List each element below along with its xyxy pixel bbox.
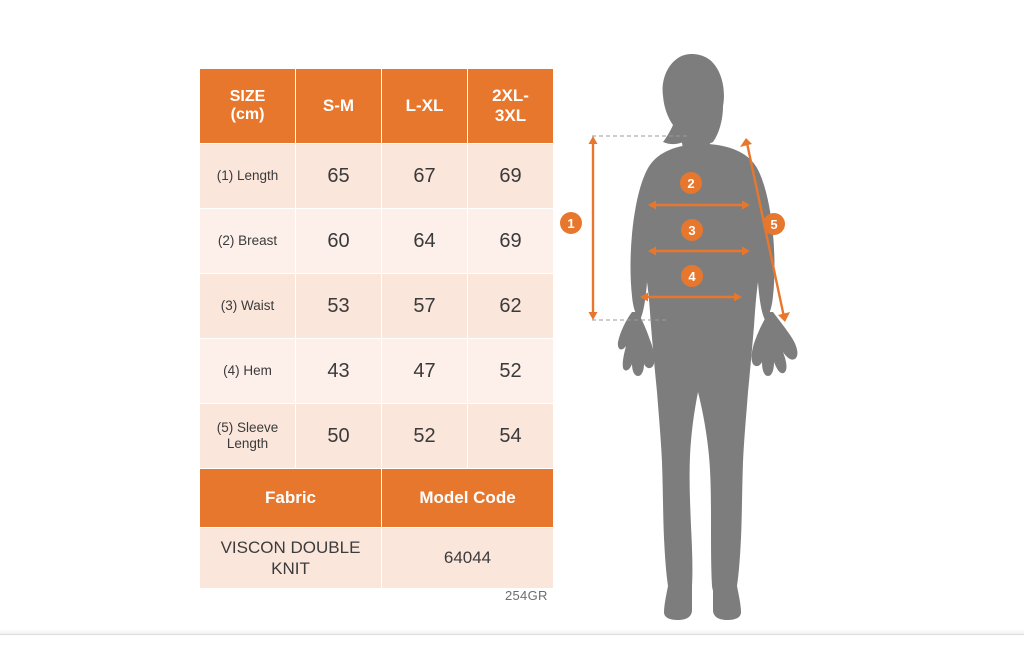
header-col-lxl: L-XL (382, 69, 468, 144)
silhouette-icon (618, 54, 798, 620)
table-header-row (200, 69, 554, 144)
cell-breast-2xl3xl: 69 (468, 209, 554, 274)
table-row (200, 339, 554, 404)
cell-waist-lxl: 57 (382, 274, 468, 339)
cell-sleeve-lxl: 52 (382, 404, 468, 469)
cell-hem-2xl3xl: 52 (468, 339, 554, 404)
cell-hem-sm: 43 (296, 339, 382, 404)
cell-breast-sm: 60 (296, 209, 382, 274)
table-row (200, 274, 554, 339)
table-row (200, 144, 554, 209)
header-col4-line1: 2XL- (492, 86, 529, 106)
row-label-sleeve-length: (5) Sleeve Length (200, 404, 296, 469)
row-label-hem: (4) Hem (200, 339, 296, 404)
row-label-breast: (2) Breast (200, 209, 296, 274)
cell-waist-sm: 53 (296, 274, 382, 339)
marker-badge-3: 3 (681, 219, 703, 241)
cell-length-lxl: 67 (382, 144, 468, 209)
cell-sleeve-2xl3xl: 54 (468, 404, 554, 469)
cell-hem-lxl: 47 (382, 339, 468, 404)
header-size (200, 69, 296, 144)
header-col-2xl3xl (468, 69, 554, 144)
footer-label-model-code: Model Code (382, 469, 554, 528)
row-label-length: (1) Length (200, 144, 296, 209)
mannequin-figure (560, 20, 860, 620)
header-col-sm: S-M (296, 69, 382, 144)
weight-note: 254GR (505, 588, 548, 603)
bottom-strip (0, 634, 1024, 657)
marker-badge-5: 5 (763, 213, 785, 235)
header-size-line2: (cm) (230, 106, 265, 123)
table-footer-header-row (200, 469, 554, 528)
header-size-line1: SIZE (229, 87, 266, 105)
table-row (200, 209, 554, 274)
size-chart (199, 68, 553, 589)
marker-badge-4: 4 (681, 265, 703, 287)
marker-badge-2: 2 (680, 172, 702, 194)
cell-breast-lxl: 64 (382, 209, 468, 274)
row-label-waist: (3) Waist (200, 274, 296, 339)
footer-value-fabric: VISCON DOUBLE KNIT (200, 528, 382, 589)
footer-value-model-code: 64044 (382, 528, 554, 589)
table-footer-row (200, 528, 554, 589)
cell-waist-2xl3xl: 62 (468, 274, 554, 339)
marker-badge-1: 1 (560, 212, 582, 234)
footer-label-fabric: Fabric (200, 469, 382, 528)
size-chart-table (199, 68, 554, 589)
cell-sleeve-sm: 50 (296, 404, 382, 469)
header-col4-line2: 3XL (494, 106, 527, 125)
cell-length-sm: 65 (296, 144, 382, 209)
table-row (200, 404, 554, 469)
cell-length-2xl3xl: 69 (468, 144, 554, 209)
